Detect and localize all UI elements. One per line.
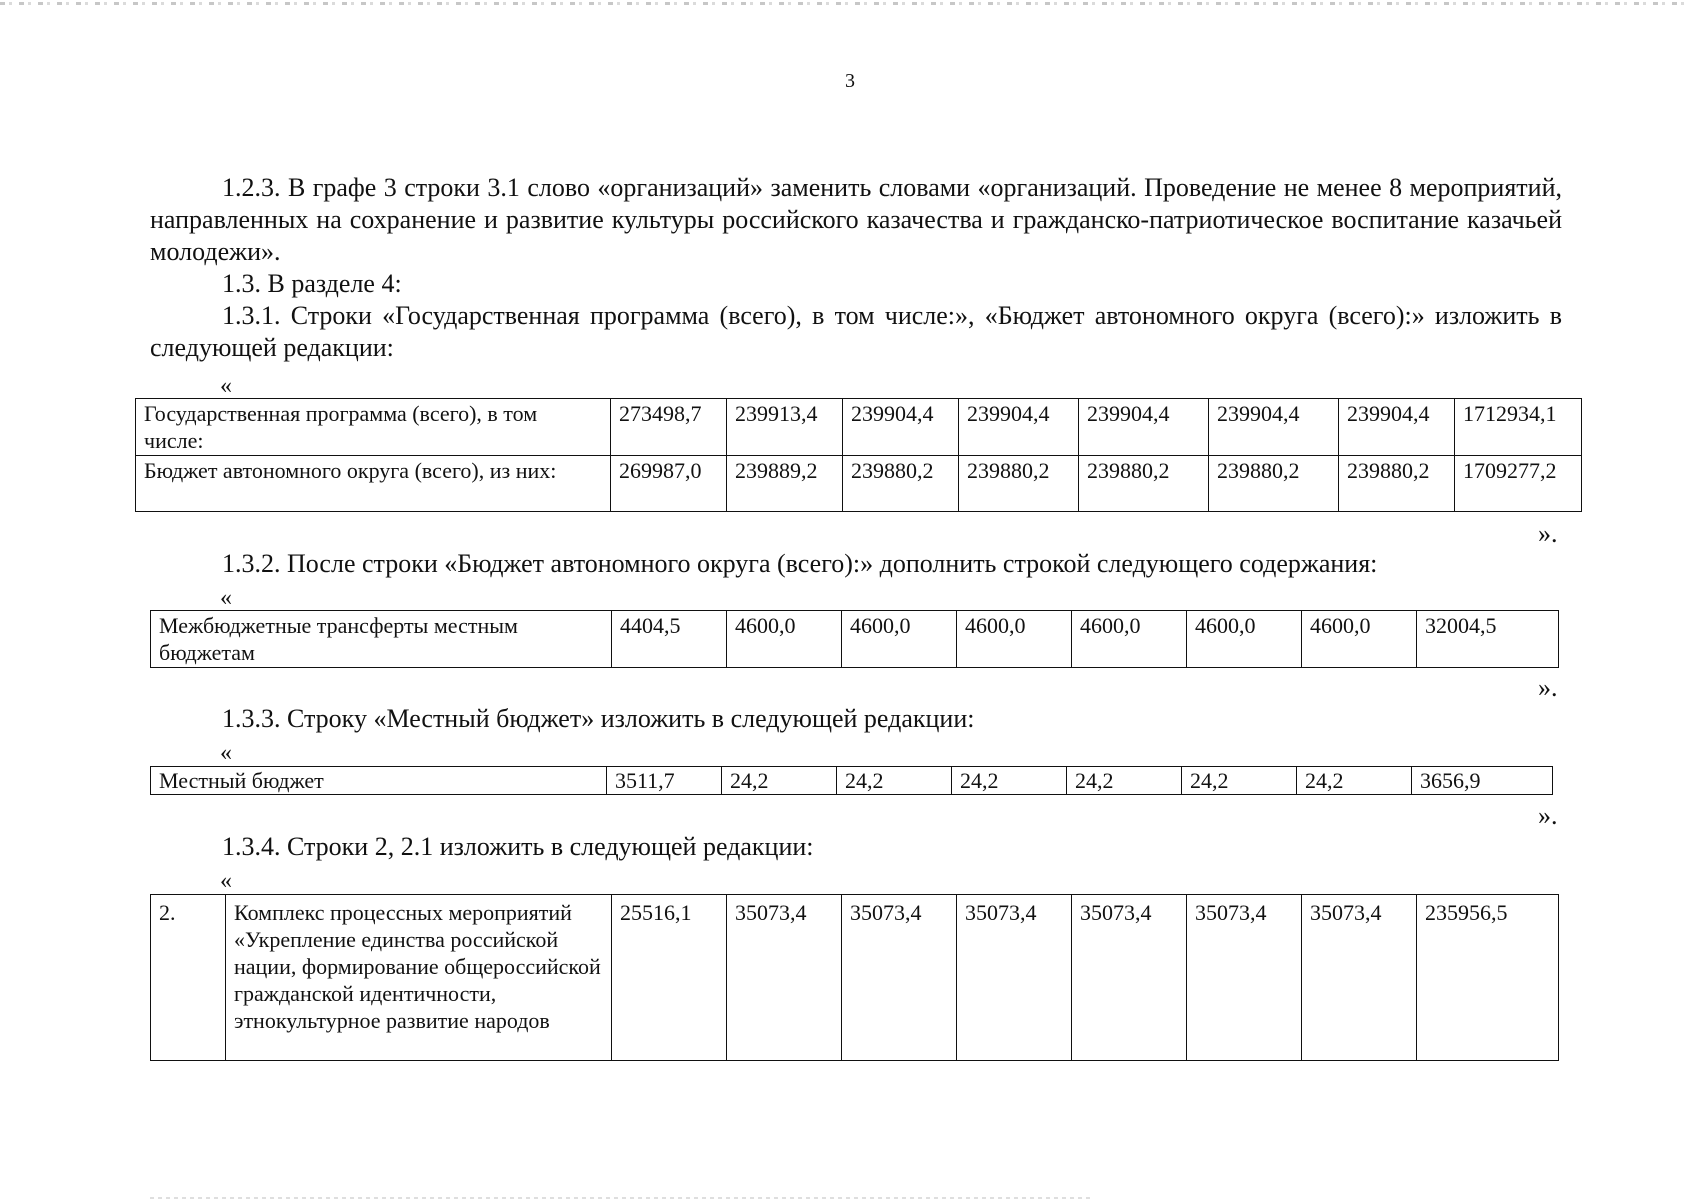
paragraph-1-2-3: 1.2.3. В графе 3 строки 3.1 слово «организаций» заменить словами «организаций. Проведение не менее 8 мероприятий, направленных на сохранение и развитие культуры российского казачества и гражданско-патриотическое воспитание казачьей молодежи». <box>150 173 1562 266</box>
cell-value: 25516,1 <box>612 895 727 1061</box>
cell-value: 239913,4 <box>727 399 843 456</box>
row-number: 2. <box>151 895 226 1061</box>
cell-value: 35073,4 <box>1302 895 1417 1061</box>
paragraph-1-3-1: 1.3.1. Строки «Государственная программа (всего), в том числе:», «Бюджет автономного округа (всего):» изложить в следующей редакции: <box>150 301 1562 362</box>
cell-value: 4404,5 <box>612 611 727 668</box>
open-quote: « <box>220 740 232 766</box>
cell-value: 4600,0 <box>727 611 842 668</box>
row-label: Комплекс процессных мероприятий «Укрепление единства российской нации, формирование общероссийской гражданской идентичности, этнокультурное развитие народов <box>226 895 612 1061</box>
cell-total: 1709277,2 <box>1455 456 1582 512</box>
table-row <box>136 456 1582 512</box>
cell-value: 4600,0 <box>1072 611 1187 668</box>
cell-value: 239904,4 <box>1079 399 1209 456</box>
row-label: Бюджет автономного округа (всего), из них: <box>136 456 611 512</box>
cell-value: 4600,0 <box>1187 611 1302 668</box>
cell-value: 35073,4 <box>957 895 1072 1061</box>
close-quote: ». <box>1538 801 1558 830</box>
cell-value: 273498,7 <box>611 399 727 456</box>
row-label: Государственная программа (всего), в том числе: <box>136 399 611 456</box>
cell-value: 35073,4 <box>727 895 842 1061</box>
close-quote: ». <box>1538 673 1558 702</box>
scan-artifact-top <box>0 2 1686 5</box>
paragraph-1-3: 1.3. В разделе 4: <box>222 269 402 298</box>
cell-value: 24,2 <box>837 767 952 795</box>
row-label: Межбюджетные трансферты местным бюджетам <box>151 611 612 668</box>
cell-value: 239880,2 <box>959 456 1079 512</box>
cell-value: 239904,4 <box>1339 399 1455 456</box>
table-process-activities <box>150 894 1559 1061</box>
cell-value: 35073,4 <box>1072 895 1187 1061</box>
table-budget-totals <box>135 398 1582 512</box>
paragraph-1-3-2: 1.3.2. После строки «Бюджет автономного округа (всего):» дополнить строкой следующего содержания: <box>222 549 1378 578</box>
cell-value: 239880,2 <box>843 456 959 512</box>
table-interbudget-transfers <box>150 610 1559 668</box>
cell-value: 239880,2 <box>1339 456 1455 512</box>
table-row <box>136 399 1582 456</box>
paragraph-1-3-3: 1.3.3. Строку «Местный бюджет» изложить в следующей редакции: <box>222 704 975 733</box>
open-quote: « <box>220 373 232 399</box>
cell-total: 32004,5 <box>1417 611 1559 668</box>
paragraph-1-3-4: 1.3.4. Строки 2, 2.1 изложить в следующей редакции: <box>222 832 814 861</box>
cell-value: 269987,0 <box>611 456 727 512</box>
page-number: 3 <box>845 70 855 92</box>
table-local-budget <box>150 766 1553 795</box>
cell-total: 3656,9 <box>1412 767 1553 795</box>
table-row <box>151 895 1559 1061</box>
cell-value: 239880,2 <box>1209 456 1339 512</box>
cell-value: 239904,4 <box>959 399 1079 456</box>
open-quote: « <box>220 868 232 894</box>
cell-value: 239904,4 <box>1209 399 1339 456</box>
table-row <box>151 611 1559 668</box>
cell-value: 4600,0 <box>842 611 957 668</box>
cell-value: 24,2 <box>1067 767 1182 795</box>
cell-value: 4600,0 <box>1302 611 1417 668</box>
open-quote: « <box>220 585 232 611</box>
cell-value: 239889,2 <box>727 456 843 512</box>
table-row <box>151 767 1553 795</box>
cell-value: 3511,7 <box>607 767 722 795</box>
cell-value: 24,2 <box>722 767 837 795</box>
cell-total: 1712934,1 <box>1455 399 1582 456</box>
cell-value: 35073,4 <box>842 895 957 1061</box>
cell-value: 24,2 <box>952 767 1067 795</box>
scan-artifact-bottom <box>150 1197 1090 1199</box>
cell-value: 24,2 <box>1297 767 1412 795</box>
cell-value: 239880,2 <box>1079 456 1209 512</box>
cell-value: 24,2 <box>1182 767 1297 795</box>
cell-total: 235956,5 <box>1417 895 1559 1061</box>
cell-value: 239904,4 <box>843 399 959 456</box>
row-label: Местный бюджет <box>151 767 607 795</box>
cell-value: 35073,4 <box>1187 895 1302 1061</box>
close-quote: ». <box>1538 519 1558 548</box>
cell-value: 4600,0 <box>957 611 1072 668</box>
